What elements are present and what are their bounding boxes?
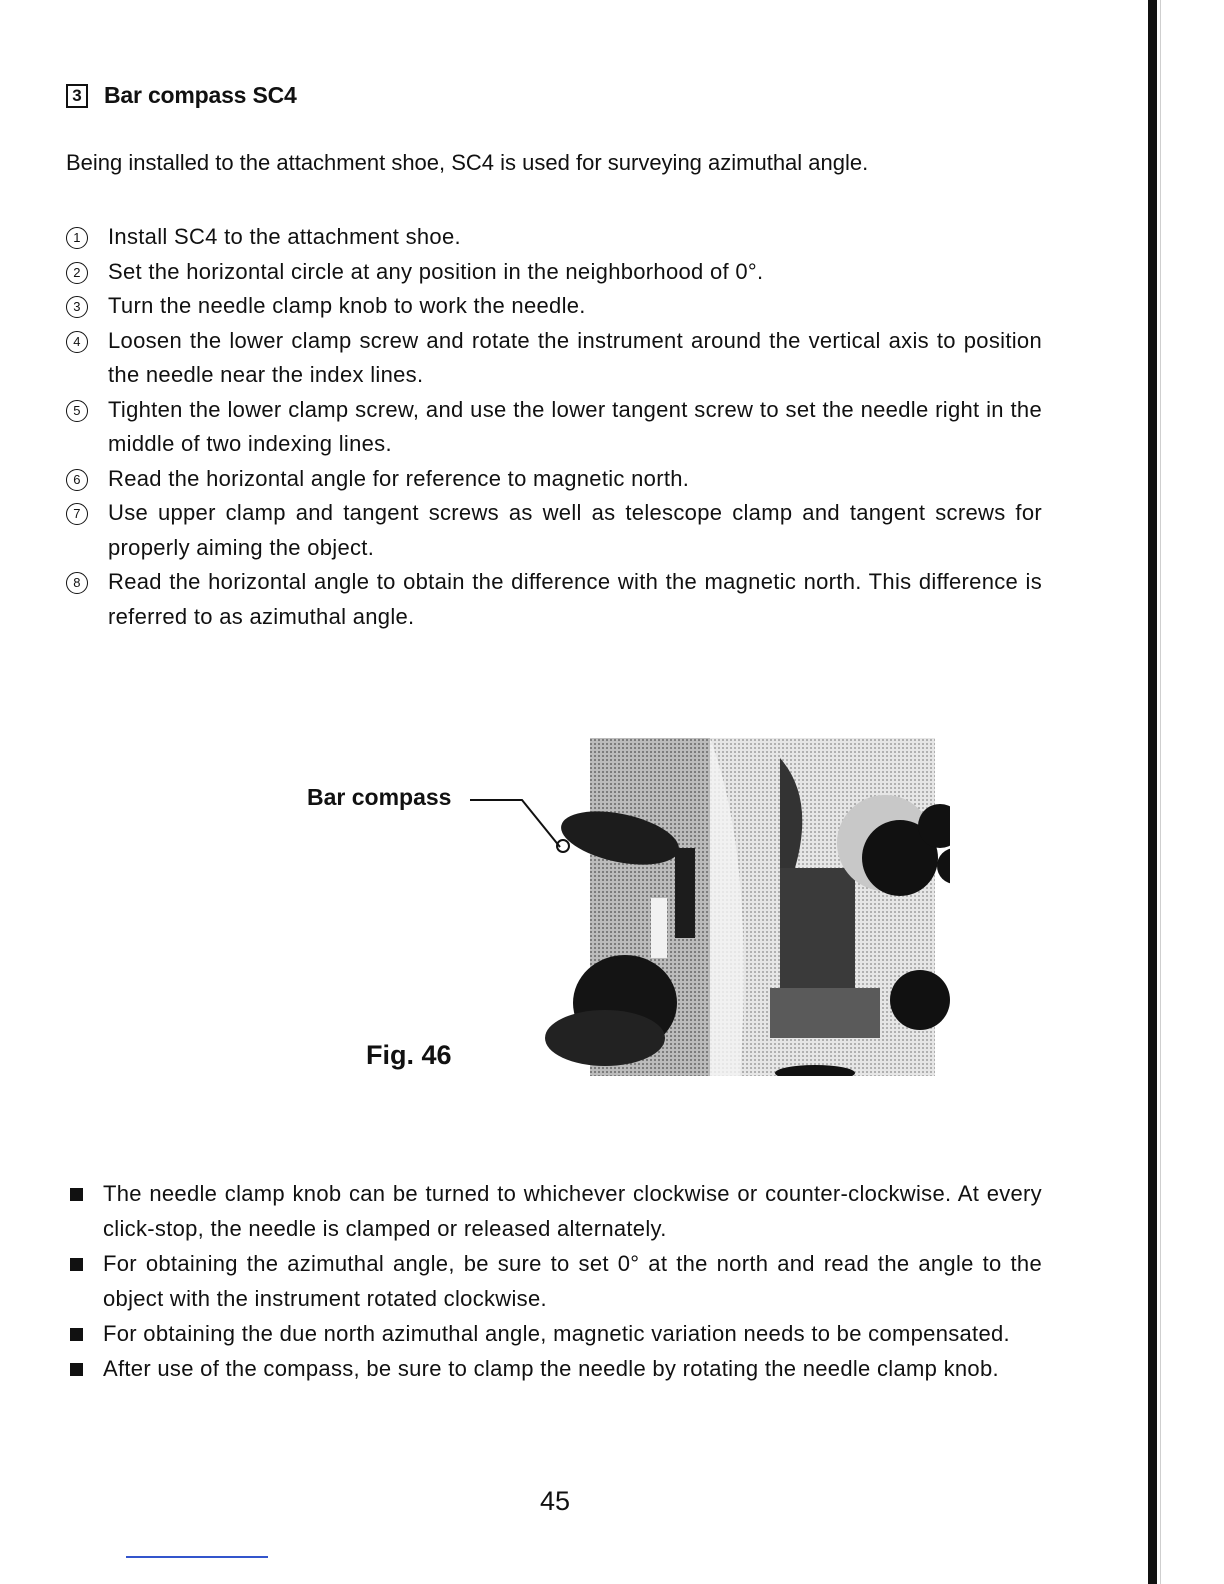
step-text: Loosen the lower clamp screw and rotate the instrument around the vertical axis to position the needle near the index lines. [108, 327, 1042, 387]
step-text: Install SC4 to the attachment shoe. [108, 224, 461, 249]
step-item [66, 393, 1042, 462]
section-number-box: 3 [66, 84, 88, 108]
square-bullet-icon [70, 1363, 83, 1376]
note-item [70, 1176, 1042, 1246]
page-number: 45 [540, 1486, 571, 1516]
step-text: Read the horizontal angle for reference to magnetic north. [108, 465, 690, 491]
step-text: Read the horizontal angle to obtain the difference with the magnetic north. This difference is referred to as azimuthal angle. [108, 569, 1042, 629]
figure-callout-label: Bar compass [307, 784, 452, 810]
bottom-rule [126, 1556, 268, 1558]
step-item [66, 462, 1042, 497]
note-text: For obtaining the azimuthal angle, be sure to set 0° at the north and read the angle to the object with the instrument rotated clockwise. [103, 1251, 1042, 1311]
step-number-circle: 7 [66, 503, 88, 525]
bar-compass-photo [525, 738, 950, 1076]
step-number-circle: 3 [66, 296, 88, 318]
step-number-circle: 2 [66, 262, 88, 284]
step-text: Set the horizontal circle at any position in the neighborhood of 0°. [108, 258, 764, 284]
square-bullet-icon [70, 1258, 83, 1271]
note-text: After use of the compass, be sure to clamp the needle by rotating the needle clamp knob. [103, 1356, 999, 1381]
section-heading [66, 82, 297, 109]
step-text: Use upper clamp and tangent screws as well as telescope clamp and tangent screws for properly aiming the object. [108, 500, 1042, 560]
step-text: Tighten the lower clamp screw, and use the lower tangent screw to set the needle right in the middle of two indexing lines. [108, 396, 1042, 456]
step-number-circle: 6 [66, 469, 88, 491]
step-item [66, 565, 1042, 634]
procedure-steps [66, 220, 1042, 634]
step-item [66, 255, 1042, 290]
step-number-circle: 8 [66, 572, 88, 594]
note-item [70, 1316, 1042, 1351]
square-bullet-icon [70, 1328, 83, 1341]
step-number-circle: 5 [66, 400, 88, 422]
square-bullet-icon [70, 1188, 83, 1201]
step-item [66, 220, 1042, 255]
section-title: Bar compass SC4 [104, 82, 297, 108]
intro-paragraph: Being installed to the attachment shoe, SC4 is used for surveying azimuthal angle. [66, 150, 869, 175]
step-item [66, 324, 1042, 393]
note-item [70, 1246, 1042, 1316]
step-item [66, 289, 1042, 324]
note-item [70, 1351, 1042, 1386]
note-text: The needle clamp knob can be turned to whichever clockwise or counter-clockwise. At every click-stop, the needle is clamped or released alternately. [103, 1181, 1042, 1241]
step-text: Turn the needle clamp knob to work the needle. [108, 293, 586, 318]
note-text: For obtaining the due north azimuthal angle, magnetic variation needs to be compensated. [103, 1321, 1010, 1346]
page-edge-line [1160, 0, 1161, 1584]
page-edge-bar [1148, 0, 1157, 1584]
notes-list [70, 1176, 1042, 1386]
step-item [66, 496, 1042, 565]
figure-caption: Fig. 46 [366, 1040, 452, 1070]
step-number-circle: 1 [66, 227, 88, 249]
step-number-circle: 4 [66, 331, 88, 353]
